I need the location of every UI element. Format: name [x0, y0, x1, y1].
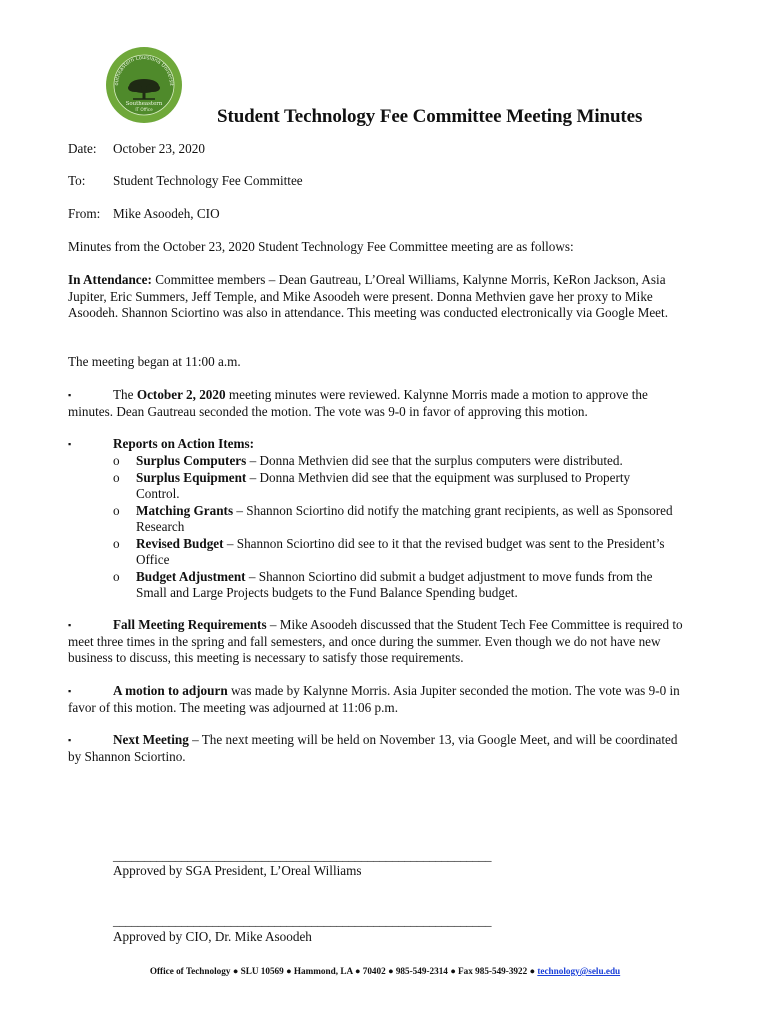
sub-bullet-icon: o — [113, 469, 120, 485]
bullet-icon: ▪ — [68, 686, 72, 696]
adjourn-title: A motion to adjourn — [113, 683, 228, 698]
footer — [0, 966, 770, 976]
report-text: – Shannon Sciortino did notify the matching grant recipients, as well as Sponsored Research — [136, 502, 673, 534]
minutes-review-pre: The — [113, 387, 137, 402]
minutes-review-item — [68, 387, 690, 420]
attendance-label: In Attendance: — [68, 272, 152, 287]
to-value: Student Technology Fee Committee — [113, 173, 303, 188]
list-item — [113, 569, 673, 602]
footer-email-link[interactable]: technology@selu.edu — [537, 966, 621, 976]
report-title: Surplus Equipment — [136, 469, 247, 485]
cio-signature-line: _____________________________________________________________ — [113, 913, 492, 928]
list-item — [113, 470, 673, 503]
next-meeting-item — [68, 732, 690, 765]
footer-contact-text: Office of Technology ● SLU 10569 ● Hammond, LA ● 70402 ● 985-549-2314 ● Fax 985-549-3922 ● — [149, 966, 538, 976]
list-item — [113, 503, 673, 536]
logo-arc-text: outheastern Louisiana Universit — [113, 54, 175, 86]
adjourn-item — [68, 683, 690, 716]
office-of-technology-logo — [105, 46, 183, 124]
fall-meeting-title: Fall Meeting Requirements — [113, 617, 267, 632]
reports-list — [113, 453, 673, 602]
from-label: From: — [68, 206, 101, 221]
list-item — [113, 453, 673, 470]
report-text: – Shannon Sciortino did submit a budget adjustment to move funds from the Small and Large Projects budgets to the Fund Balance Spending budget. — [136, 568, 653, 600]
sga-signature-line: _____________________________________________________________ — [113, 848, 492, 863]
date-value: October 23, 2020 — [113, 141, 205, 156]
bullet-icon: ▪ — [68, 439, 72, 449]
cio-approval-label: Approved by CIO, Dr. Mike Asoodeh — [113, 929, 312, 944]
report-text: – Donna Methvien did see that the equipment was surplused to Property Control. — [136, 469, 631, 501]
report-title: Matching Grants — [136, 502, 234, 518]
date-row — [68, 141, 205, 158]
report-text: – Donna Methvien did see that the surplus computers were distributed. — [246, 453, 623, 468]
bullet-icon: ▪ — [68, 735, 72, 745]
intro-text: Minutes from the October 23, 2020 Student Technology Fee Committee meeting are as follows: — [68, 239, 574, 254]
report-text: – Shannon Sciortino did see to it that the revised budget was sent to the President’s Office — [136, 535, 665, 567]
from-row — [68, 206, 220, 223]
reports-heading-item — [68, 436, 690, 453]
bullet-icon: ▪ — [68, 620, 72, 630]
next-meeting-title: Next Meeting — [113, 732, 189, 747]
to-row — [68, 173, 303, 190]
bullet-icon: ▪ — [68, 390, 72, 400]
reports-heading: Reports on Action Items: — [113, 436, 255, 451]
attendance-paragraph — [68, 272, 690, 322]
fall-meeting-item — [68, 617, 690, 667]
sga-approval-label: Approved by SGA President, L’Oreal Williams — [113, 863, 362, 878]
meeting-began-text: The meeting began at 11:00 a.m. — [68, 354, 241, 369]
next-meeting-text: – The next meeting will be held on November 13, via Google Meet, and will be coordinated by Shannon Sciortino. — [68, 732, 678, 764]
sub-bullet-icon: o — [113, 535, 120, 551]
date-label: Date: — [68, 141, 97, 156]
seal-icon — [105, 46, 183, 124]
report-title: Revised Budget — [136, 535, 224, 551]
attendance-text: Committee members – Dean Gautreau, L’Oreal Williams, Kalynne Morris, KeRon Jackson, Asia Jupiter, Eric Summers, Jeff Temple, and Mike Asoodeh were present. Donna Methvien gave her proxy to Mike Asoodeh. Shannon Sciortino was also in attendance. This meeting was conducted electronically via Google Meet. — [68, 272, 668, 320]
to-label: To: — [68, 173, 86, 188]
page-title: Student Technology Fee Committee Meeting Minutes — [217, 106, 643, 127]
minutes-review-text: meeting minutes were reviewed. Kalynne Morris made a motion to approve the minutes. Dean Gautreau seconded the motion. The vote was 9-0 in favor of approving this motion. — [68, 387, 648, 419]
sub-bullet-icon: o — [113, 502, 120, 518]
report-title: Surplus Computers — [136, 453, 247, 468]
from-value: Mike Asoodeh, CIO — [113, 206, 220, 221]
sub-bullet-icon: o — [113, 453, 120, 468]
report-title: Budget Adjustment — [136, 568, 246, 584]
minutes-review-date: October 2, 2020 — [136, 387, 226, 402]
logo-sub-text: IT Office — [135, 107, 153, 112]
sub-bullet-icon: o — [113, 568, 120, 584]
list-item — [113, 536, 673, 569]
adjourn-text: was made by Kalynne Morris. Asia Jupiter seconded the motion. The vote was 9-0 in favor of this motion. The meeting was adjourned at 11:06 p.m. — [68, 683, 680, 715]
fall-meeting-text: – Mike Asoodeh discussed that the Student Tech Fee Committee is required to meet three times in the spring and fall semesters, and once during the summer. Even though we do not have new business to discuss, this meeting is necessary to satisfy those requirements. — [68, 617, 683, 665]
logo-name-text: Southeastern — [125, 101, 163, 107]
